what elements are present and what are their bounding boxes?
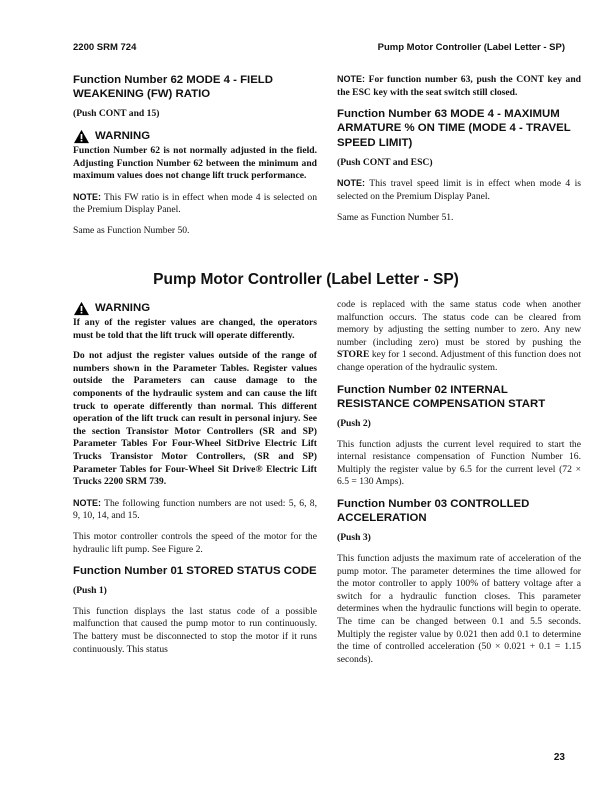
- f63-heading: Function Number 63 MODE 4 - MAXIMUM ARMATURE % ON TIME (MODE 4 - TRAVEL SPEED LIMIT): [337, 108, 571, 149]
- unused-functions-note: [73, 497, 317, 523]
- note-label: NOTE:: [73, 497, 101, 508]
- f02-heading: Function Number 02 INTERNAL RESISTANCE COMPENSATION START: [337, 383, 546, 410]
- note-text: For function number 63, push the CONT key and the ESC key with the seat switch still closed.: [337, 74, 581, 98]
- note-label: NOTE:: [337, 74, 365, 84]
- note-text: This travel speed limit is in effect when mode 4 is selected on the Premium Display Panel.: [337, 178, 581, 202]
- warning-header: [73, 301, 317, 316]
- f03-push: (Push 3): [337, 532, 371, 544]
- warning-label: WARNING: [95, 302, 151, 315]
- f63-note2: [337, 177, 581, 203]
- f03-text: This function adjusts the maximum rate of acceleration of the pump motor. The parameter determines the time allowed for the motor controller to apply 100% of battery voltage after a switch for a hydraulic function closes. This parameter determines when the hydraulic functions will begin to operate. The time can be changed between 0.1 and 5.5 seconds. Multiply the register value by 0.021 then add 0.1 to determine the time of controlled acceleration (50 × 0.021 + 0.1 = 1.15 seconds).: [337, 552, 581, 665]
- note-label: NOTE:: [73, 191, 101, 202]
- note-text: This FW ratio is in effect when mode 4 is selected on the Premium Display Panel.: [73, 191, 317, 216]
- f01-continued: [337, 299, 581, 375]
- header-right: Pump Motor Controller (Label Letter - SP): [377, 42, 565, 53]
- top-left-column: [73, 73, 317, 246]
- f62-heading: Function Number 62 MODE 4 - FIELD WEAKENING (FW) RATIO: [73, 74, 273, 101]
- f63-same-as: Same as Function Number 51.: [337, 211, 454, 223]
- f62-push: (Push CONT and 15): [73, 108, 160, 120]
- f62-same-as: Same as Function Number 50.: [73, 224, 190, 236]
- section-title: Pump Motor Controller (Label Letter - SP): [153, 271, 459, 288]
- f03-heading: Function Number 03 CONTROLLED ACCELERATION: [337, 497, 530, 525]
- page-number: 23: [553, 752, 565, 763]
- header-left: 2200 SRM 724: [73, 42, 137, 53]
- right-column: [337, 299, 581, 674]
- f62-warning-text: Function Number 62 is not normally adjusted in the field. Adjusting Function Number 62 between the minimum and maximum values does not change lift truck performance.: [73, 145, 317, 182]
- warning-icon: [73, 301, 90, 316]
- f01-cont-b: key for 1 second. Adjustment of this function does not change operation of the hydraulic system.: [337, 349, 581, 373]
- f01-cont-a: code is replaced with the same status code when another malfunction occurs. The status code can be cleared from memory by adjusting the setting number to zero. Any new number (including zero) must be stored by pushing the: [337, 299, 581, 348]
- warning-text-2: Do not adjust the register values outside of the range of numbers shown in the Parameter Tables. Register values outside the Parameters can cause damage to the components of the hydraulic system and can cause the lift truck to operate differently than normal. This different operation of the lift truck can result in personal injury. See the section Transistor Motor Controllers (SR and SP) Parameter Tables For Four-Wheel SitDrive Electric Lift Trucks Transistor Motor Controllers, (SR and SP) Parameter Tables for Four-Wheel Sit Drive® Electric Lift Trucks 2200 SRM 739.: [73, 350, 317, 488]
- f02-push: (Push 2): [337, 417, 371, 429]
- store-key: STORE: [337, 349, 370, 361]
- warning-icon: [73, 129, 90, 144]
- note-text: The following function numbers are not used: 5, 6, 8, 9, 10, 14, and 15.: [73, 497, 317, 522]
- f62-note: [73, 191, 317, 217]
- note-label: NOTE:: [337, 178, 365, 189]
- warning-text-1: If any of the register values are changed, the operators must be told that the lift truck will operate differently.: [73, 317, 317, 341]
- f01-text: This function displays the last status code of a possible malfunction that caused the pump motor to run continuously. The battery must be disconnected to stop the motor if it runs continuously. This status: [73, 605, 317, 655]
- left-column: [73, 301, 317, 664]
- f63-note: [337, 73, 581, 99]
- top-right-column: [337, 73, 581, 232]
- f02-text: This function adjusts the current level required to start the internal resistance compensation of Function Number 16. Multiply the register value by 6.5 for the current level (72 × 6.5 = 130 Amps).: [337, 438, 581, 488]
- f01-push: (Push 1): [73, 585, 107, 597]
- f63-push: (Push CONT and ESC): [337, 156, 433, 168]
- intro-text: This motor controller controls the speed of the motor for the hydraulic lift pump. See Figure 2.: [73, 530, 317, 555]
- f01-heading: Function Number 01 STORED STATUS CODE: [73, 565, 317, 578]
- warning-label: WARNING: [95, 130, 151, 143]
- f62-warning-header: [73, 129, 317, 144]
